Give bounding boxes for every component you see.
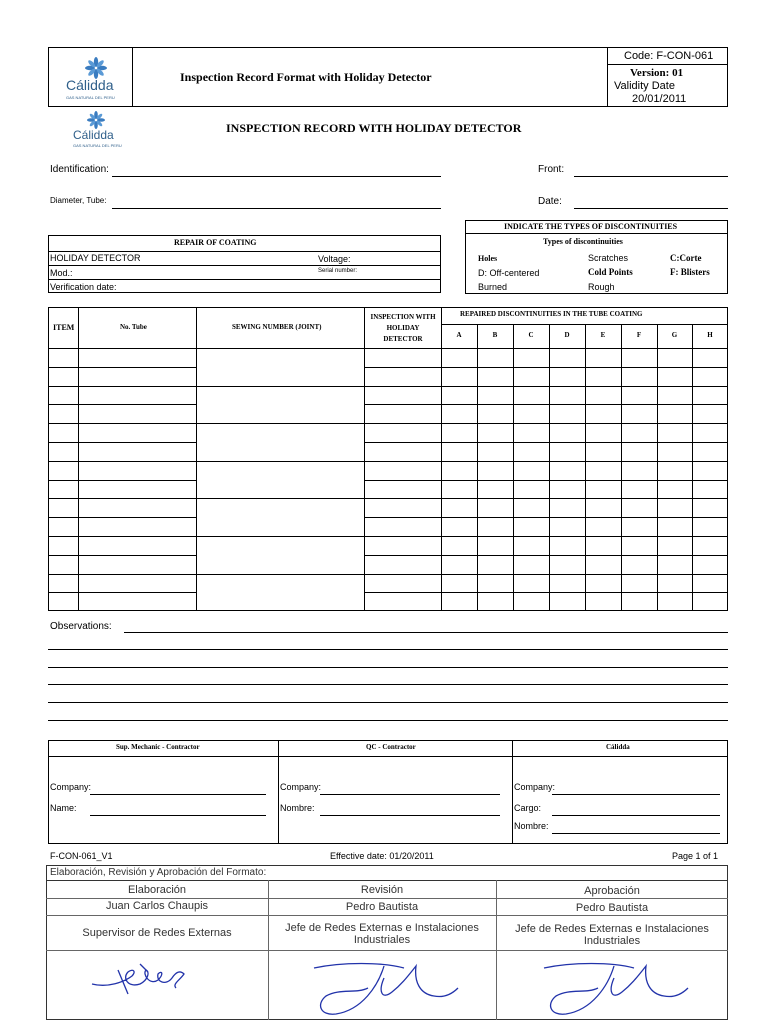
col-divider	[364, 307, 365, 611]
row-divider	[441, 324, 728, 325]
diameter-label: Diameter, Tube:	[50, 196, 107, 205]
header-title: Inspection Record Format with Holiday Detector	[180, 70, 432, 84]
signature-aprobacion	[542, 958, 692, 1018]
divider	[46, 950, 728, 951]
name-label: Name:	[50, 803, 77, 813]
observations-line[interactable]	[48, 720, 728, 721]
header-divider	[607, 64, 728, 65]
inspection-table	[48, 307, 728, 611]
company-field[interactable]	[320, 794, 500, 795]
diameter-field[interactable]	[112, 208, 441, 209]
front-field[interactable]	[574, 176, 728, 177]
validity-date: 20/01/2011	[632, 93, 687, 105]
col-letter: B	[492, 331, 498, 339]
col-letter: H	[707, 331, 713, 339]
aprobacion-label: Aprobación	[584, 885, 640, 897]
col-no-tube: No. Tube	[120, 323, 147, 331]
table-row	[364, 461, 728, 462]
nombre-label: Nombre:	[514, 821, 549, 831]
logo-text: Cálidda	[66, 77, 114, 93]
type-burned: Burned	[478, 282, 508, 292]
table-row	[48, 404, 196, 405]
nombre-label: Nombre:	[280, 803, 315, 813]
table-row	[48, 480, 196, 481]
type-cold-points: Cold Points	[588, 267, 633, 277]
table-row	[196, 423, 364, 424]
col-letter: C	[528, 331, 534, 339]
col-divider	[78, 307, 79, 611]
footer-code: F-CON-061_V1	[50, 851, 113, 861]
company-label: Company:	[514, 782, 556, 792]
table-row	[48, 442, 196, 443]
col-repaired: REPAIRED DISCONTINUITIES IN THE TUBE COATING	[460, 310, 643, 318]
table-row	[364, 517, 728, 518]
signoff-col3: Cálidda	[606, 743, 630, 751]
col-inspection: INSPECTION WITH HOLIDAY DETECTOR	[370, 313, 436, 343]
type-off-centered: D: Off-centered	[478, 268, 540, 278]
name-revision: Pedro Bautista	[345, 901, 419, 913]
revision-label: Revisión	[360, 884, 404, 896]
col-divider	[441, 307, 442, 611]
table-row	[196, 348, 364, 349]
table-row	[364, 536, 728, 537]
table-row	[196, 536, 364, 537]
signature-elaboracion	[88, 958, 198, 998]
header-divider	[132, 47, 133, 107]
divider	[48, 279, 441, 280]
validity-label: Validity Date	[614, 80, 675, 92]
type-corte: C:Corte	[670, 253, 702, 263]
role-aprobacion: Jefe de Redes Externas e Instalaciones Industriales	[515, 923, 709, 947]
signoff-col1: Sup. Mechanic - Contractor	[116, 743, 200, 751]
table-row	[364, 404, 728, 405]
name-elaboracion: Juan Carlos Chaupis	[105, 900, 209, 912]
company-label: Company:	[50, 782, 92, 792]
col-letter: E	[600, 331, 606, 339]
col-item: ITEM	[53, 323, 75, 332]
table-row	[364, 498, 728, 499]
version-label: Version: 01	[630, 67, 684, 79]
divider	[278, 740, 279, 844]
table-row	[196, 498, 364, 499]
logo-tagline: GAS NATURAL DEL PERU	[66, 95, 115, 100]
name-aprobacion: Pedro Bautista	[575, 902, 649, 914]
date-label: Date:	[538, 196, 562, 207]
divider	[48, 265, 441, 266]
table-row	[48, 574, 196, 575]
signoff-col2: QC - Contractor	[366, 743, 416, 751]
company-field[interactable]	[90, 794, 266, 795]
type-blisters: F: Blisters	[670, 267, 710, 277]
table-row	[196, 386, 364, 387]
divider	[48, 251, 441, 252]
document-title: INSPECTION RECORD WITH HOLIDAY DETECTOR	[226, 121, 522, 135]
col-letter: F	[636, 331, 642, 339]
divider	[496, 880, 497, 1020]
table-row	[364, 367, 728, 368]
divider	[48, 756, 728, 757]
date-field[interactable]	[574, 208, 728, 209]
nombre-field[interactable]	[552, 833, 720, 834]
footer-effective: Effective date: 01/20/2011	[330, 851, 434, 861]
table-row	[48, 536, 196, 537]
voltage-label: Voltage:	[318, 254, 351, 264]
elaboracion-label: Elaboración	[127, 884, 187, 896]
discontinuities-title: INDICATE THE TYPES OF DISCONTINUITIES	[504, 222, 678, 231]
signature-revision	[312, 958, 462, 1018]
divider	[512, 740, 513, 844]
table-row	[364, 423, 728, 424]
type-holes: Holes	[478, 254, 498, 263]
type-scratches: Scratches	[588, 253, 629, 263]
table-row	[48, 555, 196, 556]
type-rough: Rough	[588, 282, 615, 292]
divider	[46, 880, 728, 881]
col-divider	[196, 307, 197, 611]
observations-line[interactable]	[48, 702, 728, 703]
table-row	[364, 555, 728, 556]
role-elaboracion: Supervisor de Redes Externas	[82, 927, 232, 939]
logo-tagline: GAS NATURAL DEL PERU	[73, 143, 122, 148]
table-row	[364, 574, 728, 575]
table-row	[196, 574, 364, 575]
logo	[70, 110, 130, 150]
observations-line[interactable]	[124, 632, 728, 633]
table-row	[48, 423, 196, 424]
company-label: Company:	[280, 782, 322, 792]
col-sewing: SEWING NUMBER (JOINT)	[232, 323, 322, 331]
table-row	[364, 442, 728, 443]
identification-field[interactable]	[112, 176, 441, 177]
divider	[46, 915, 728, 916]
table-row	[48, 517, 196, 518]
table-row	[48, 592, 196, 593]
logo	[60, 55, 132, 103]
table-row	[48, 386, 196, 387]
front-label: Front:	[538, 164, 565, 175]
logo-text: Cálidda	[73, 128, 114, 142]
col-letter: G	[671, 331, 678, 339]
table-row	[364, 592, 728, 593]
col-letter: A	[456, 331, 462, 339]
header-divider	[607, 47, 608, 107]
table-row	[364, 480, 728, 481]
divider	[46, 898, 728, 899]
repair-title: REPAIR OF COATING	[174, 238, 257, 247]
company-field[interactable]	[552, 794, 720, 795]
role-revision: Jefe de Redes Externas e Instalaciones Industriales	[285, 922, 479, 946]
table-row	[196, 461, 364, 462]
col-letter: D	[564, 331, 570, 339]
observations-line[interactable]	[48, 684, 728, 685]
identification-label: Identification:	[50, 164, 109, 175]
table-row	[48, 348, 196, 349]
table-row	[48, 498, 196, 499]
table-row	[364, 348, 728, 349]
mod-label: Mod.:	[50, 268, 73, 278]
table-row	[48, 367, 196, 368]
observations-line[interactable]	[48, 667, 728, 668]
cargo-field[interactable]	[552, 815, 720, 816]
name-field[interactable]	[90, 815, 266, 816]
observations-label: Observations:	[50, 621, 112, 632]
serial-label: Serial number:	[318, 268, 358, 274]
observations-line[interactable]	[48, 649, 728, 650]
approval-heading: Elaboración, Revisión y Aprobación del Formato:	[50, 867, 267, 878]
code-label: Code: F-CON-061	[624, 50, 714, 62]
table-row	[48, 461, 196, 462]
table-row	[364, 386, 728, 387]
holiday-detector-label: HOLIDAY DETECTOR	[50, 253, 141, 263]
cargo-label: Cargo:	[514, 803, 542, 813]
footer-page: Page 1 of 1	[672, 851, 719, 861]
verification-label: Verification date:	[50, 282, 117, 292]
discontinuities-subtitle: Types of discontinuities	[543, 237, 623, 246]
nombre-field[interactable]	[320, 815, 500, 816]
divider	[465, 233, 728, 234]
